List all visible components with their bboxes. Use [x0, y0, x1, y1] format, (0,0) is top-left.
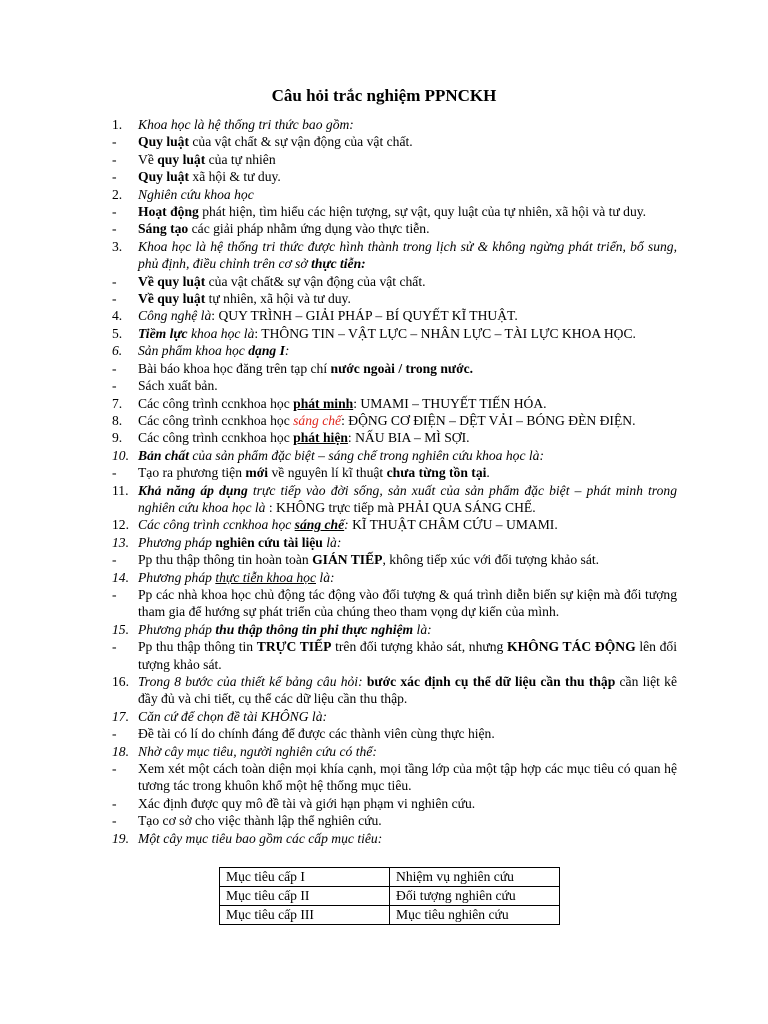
item-text: [138, 708, 677, 725]
page-title: Câu hỏi trắc nghiệm PPNCKH: [271, 86, 497, 105]
bullet-item: [112, 168, 677, 185]
text-run: Phương pháp: [138, 569, 216, 585]
text-run: sáng chế: [293, 412, 342, 428]
question-item: [112, 395, 677, 412]
table-cell: Nhiệm vụ nghiên cứu: [390, 868, 560, 887]
list-marker: 7.: [112, 395, 123, 411]
bullet-item: [112, 812, 677, 829]
item-text: [138, 638, 677, 673]
text-run: : NẤU BIA – MÌ SỢI.: [347, 430, 470, 446]
text-run: thực tiễn khoa học: [215, 569, 317, 585]
list-marker: 1.: [112, 117, 123, 132]
list-marker: -: [112, 134, 117, 150]
text-run: sáng chế: [294, 517, 345, 533]
text-run: Xem xét một cách toàn diện mọi khía cạnh, mọi tầng lớp của một tập hợp các mục tiêu có quan hệ tương tác trong khuôn khổ một hệ thống mục tiêu.: [138, 761, 677, 794]
text-run: quy luật: [157, 151, 206, 167]
text-run: Bài báo khoa học đăng trên tạp chí: [138, 360, 331, 376]
item-text: [138, 186, 677, 203]
text-run: KĨ THUẬT CHÂM CỨU – UMAMI.: [348, 517, 558, 533]
text-run: Các công trình ccnkhoa học: [138, 395, 294, 411]
text-run: chưa từng tồn tại: [386, 465, 487, 481]
text-run: Sản phẩm khoa học: [138, 343, 249, 359]
text-run: Các công trình ccnkhoa học: [138, 412, 294, 428]
question-item: [112, 307, 677, 324]
bullet-item: [112, 795, 677, 812]
goal-tree-table: [219, 867, 560, 925]
list-marker: -: [112, 273, 117, 289]
list-marker: 12.: [112, 517, 129, 533]
list-marker: 19.: [112, 830, 129, 846]
item-text: [138, 151, 677, 168]
table-cell: Mục tiêu nghiên cứu: [390, 906, 560, 925]
item-text: [138, 725, 677, 742]
text-run: .: [486, 465, 490, 481]
text-run: :: [284, 343, 290, 359]
text-run: GIÁN TIẾP: [312, 552, 383, 568]
bullet-item: [112, 151, 677, 168]
text-run: Các công trình ccnkhoa học: [138, 430, 294, 446]
item-text: [138, 307, 677, 324]
list-marker: 2.: [112, 186, 123, 202]
item-text: [138, 429, 677, 446]
table-row: [220, 887, 560, 906]
list-marker: -: [112, 795, 117, 811]
text-run: Khoa học là hệ thống tri thức bao gồm:: [138, 117, 354, 132]
text-run: mới: [245, 465, 269, 481]
question-item: [112, 342, 677, 359]
bullet-item: [112, 725, 677, 742]
item-text: [138, 830, 677, 847]
table-row: [220, 906, 560, 925]
question-item: [112, 569, 677, 586]
text-run: lên đối tượng khảo sát.: [138, 639, 677, 672]
item-text: [138, 395, 677, 412]
question-item: [112, 186, 677, 203]
text-run: Các công trình ccnkhoa học: [138, 517, 295, 533]
text-run: cần liệt kê đầy đủ và chi tiết, cụ thể các dữ liệu cần thu thập.: [138, 674, 678, 707]
text-run: Tiềm lực: [138, 325, 188, 341]
text-run: trên đối tượng khảo sát, nhưng: [331, 639, 507, 655]
item-text: [138, 482, 677, 517]
item-text: [138, 273, 677, 290]
list-marker: 8.: [112, 412, 123, 428]
item-text: [138, 760, 677, 795]
text-run: bước xác định cụ thể dữ liệu cần thu thập: [366, 674, 616, 689]
text-run: của vật chất & sự vận động của vật chất.: [189, 134, 413, 150]
bullet-item: [112, 220, 677, 237]
table-cell: Mục tiêu cấp I: [220, 868, 390, 887]
item-text: [138, 133, 677, 150]
question-item: [112, 447, 677, 464]
text-run: Về quy luật: [138, 291, 206, 307]
list-marker: -: [112, 465, 117, 481]
text-run: thực tiễn:: [311, 256, 366, 272]
text-run: phát hiện: [293, 430, 348, 446]
bullet-item: [112, 377, 677, 394]
text-run: Pp thu thập thông tin: [138, 639, 257, 655]
bullet-item: [112, 203, 677, 220]
item-text: [138, 238, 677, 273]
item-text: [138, 342, 677, 359]
item-text: [138, 168, 677, 185]
table-cell: Mục tiêu cấp III: [220, 906, 390, 925]
list-marker: 13.: [112, 534, 129, 550]
item-text: [138, 586, 677, 621]
list-marker: 9.: [112, 430, 123, 446]
question-item: [112, 116, 677, 133]
table-cell: Mục tiêu cấp II: [220, 887, 390, 906]
text-run: KHÔNG TÁC ĐỘNG: [507, 639, 636, 655]
bullet-item: [112, 586, 677, 621]
text-run: Căn cứ để chọn đề tài KHÔNG là:: [138, 708, 328, 724]
text-run: Tạo cơ sở cho việc thành lập thể nghiên cứu.: [138, 813, 382, 829]
text-run: về nguyên lí kĩ thuật: [268, 465, 387, 481]
text-run: Đề tài có lí do chính đáng để được các thành viên cùng thực hiện.: [138, 726, 495, 742]
question-item: [112, 412, 677, 429]
list-marker: -: [112, 221, 117, 237]
item-text: [138, 516, 677, 533]
question-item: [112, 429, 677, 446]
text-run: thu thập thông tin phi thực nghiệm: [215, 621, 414, 637]
text-run: Sáng tạo: [138, 221, 189, 237]
text-run: khoa học là: [187, 325, 255, 341]
item-text: [138, 203, 677, 220]
text-run: TRỰC TIẾP: [256, 639, 332, 655]
table-cell: Đối tượng nghiên cứu: [390, 887, 560, 906]
text-run: của vật chất& sự vận động của vật chất.: [205, 273, 426, 289]
item-text: [138, 743, 677, 760]
text-run: Pp thu thập thông tin hoàn toàn: [138, 552, 313, 568]
item-text: [138, 290, 677, 307]
text-run: Khả năng áp dụng: [138, 482, 248, 498]
bullet-item: [112, 290, 677, 307]
text-run: Quy luật: [138, 134, 189, 150]
text-run: Khoa học là hệ thống tri thức được hình thành trong lịch sử & không ngừng phát triển, bổ sung, phủ định, điều chỉnh trên cơ sở: [138, 238, 677, 272]
text-run: tự nhiên, xã hội và tư duy.: [205, 291, 351, 307]
item-text: [138, 377, 677, 394]
text-run: Sách xuất bản.: [138, 378, 218, 394]
text-run: xã hội & tư duy.: [189, 169, 281, 185]
text-run: trực tiếp vào đời sống, sản xuất của sản phẩm đặc biệt – phát minh trong nghiên cứu khoa học là: [138, 482, 677, 515]
list-marker: -: [112, 169, 117, 185]
list-marker: -: [112, 726, 117, 742]
list-marker: -: [112, 761, 117, 777]
list-marker: 17.: [112, 708, 129, 724]
bullet-item: [112, 760, 677, 795]
text-run: : UMAMI – THUYẾT TIẾN HÓA.: [353, 395, 547, 411]
bullet-item: [112, 551, 677, 568]
text-run: :: [344, 517, 349, 533]
text-run: là:: [322, 534, 342, 550]
list-marker: 3.: [112, 238, 123, 254]
question-item: [112, 238, 677, 273]
list-marker: -: [112, 378, 117, 394]
list-marker: 11.: [112, 482, 129, 498]
item-text: [138, 412, 677, 429]
question-item: [112, 621, 677, 638]
question-item: [112, 516, 677, 533]
text-run: nghiên cứu tài liệu: [215, 534, 323, 550]
text-run: Công nghệ là: [138, 308, 212, 324]
text-run: Tạo ra phương tiện: [138, 465, 246, 481]
question-item: [112, 325, 677, 342]
list-marker: -: [112, 639, 117, 655]
table-row: [220, 868, 560, 887]
question-list: [112, 116, 677, 847]
bullet-item: [112, 360, 677, 377]
list-marker: 4.: [112, 308, 123, 324]
text-run: Phương pháp: [138, 621, 216, 637]
list-marker: 10.: [112, 447, 129, 463]
text-run: : THÔNG TIN – VẬT LỰC – NHÂN LỰC – TÀI LỰC KHOA HỌC.: [254, 325, 636, 341]
list-marker: 6.: [112, 343, 123, 359]
question-item: [112, 743, 677, 760]
text-run: của sản phẩm đặc biệt – sáng chế trong nghiên cứu khoa học là:: [189, 447, 544, 463]
item-text: [138, 795, 677, 812]
text-run: là:: [316, 569, 335, 585]
list-marker: 14.: [112, 569, 129, 585]
text-run: nước ngoài / trong nước.: [330, 360, 474, 376]
item-text: [138, 464, 677, 481]
text-run: Pp các nhà khoa học chủ động tác động vào đối tượng & quá trình diễn biến sự kiện mà đối tượng tham gia để hướng sự phát triển của chúng theo tham vọng dự kiến của mình.: [138, 586, 677, 620]
text-run: các giải pháp nhằm ứng dụng vào thực tiễn.: [188, 221, 430, 237]
item-text: [138, 360, 677, 377]
text-run: , không tiếp xúc với đối tượng khảo sát.: [382, 552, 600, 568]
item-text: [138, 621, 677, 638]
list-marker: -: [112, 291, 117, 307]
text-run: Bản chất: [138, 447, 189, 463]
text-run: Phương pháp: [138, 534, 216, 550]
item-text: [138, 812, 677, 829]
text-run: Xác định được quy mô đề tài và giới hạn phạm vi nghiên cứu.: [138, 795, 476, 811]
text-run: Trong 8 bước của thiết kế bảng câu hỏi:: [138, 674, 363, 689]
text-run: Hoạt động: [138, 204, 199, 220]
text-run: : ĐỘNG CƠ ĐIỆN – DỆT VẢI – BÓNG ĐÈN ĐIỆN.: [341, 412, 636, 428]
text-run: của tự nhiên: [205, 151, 276, 167]
list-marker: -: [112, 360, 117, 376]
text-run: Về: [138, 151, 158, 167]
item-text: [138, 220, 677, 237]
item-text: [138, 325, 677, 342]
text-run: : QUY TRÌNH – GIẢI PHÁP – BÍ QUYẾT KĨ THUẬT.: [211, 308, 518, 324]
list-marker: 15.: [112, 621, 129, 637]
item-text: [138, 673, 677, 708]
item-text: [138, 534, 677, 551]
text-run: Một cây mục tiêu bao gồm các cấp mục tiêu:: [138, 830, 383, 846]
list-marker: -: [112, 151, 117, 167]
item-text: [138, 447, 677, 464]
list-marker: -: [112, 204, 117, 220]
bullet-item: [112, 464, 677, 481]
list-marker: -: [112, 552, 117, 568]
list-marker: -: [112, 586, 117, 602]
text-run: phát hiện, tìm hiểu các hiện tượng, sự vật, quy luật của tự nhiên, xã hội và tư duy.: [198, 204, 647, 220]
item-text: [138, 116, 677, 133]
text-run: : KHÔNG trực tiếp mà PHẢI QUA SÁNG CHẾ.: [265, 499, 536, 515]
bullet-item: [112, 133, 677, 150]
question-item: [112, 708, 677, 725]
text-run: Nhờ cây mục tiêu, người nghiên cứu có thể:: [138, 743, 377, 759]
question-item: [112, 673, 677, 708]
bullet-item: [112, 638, 677, 673]
text-run: Quy luật: [138, 169, 189, 185]
item-text: [138, 569, 677, 586]
text-run: dạng I: [248, 343, 285, 359]
question-item: [112, 534, 677, 551]
text-run: là:: [413, 621, 432, 637]
item-text: [138, 551, 677, 568]
text-run: Nghiên cứu khoa học: [138, 186, 254, 202]
bullet-item: [112, 273, 677, 290]
question-item: [112, 830, 677, 847]
list-marker: 18.: [112, 743, 129, 759]
list-marker: -: [112, 813, 117, 829]
text-run: phát minh: [293, 395, 354, 411]
text-run: Về quy luật: [138, 273, 206, 289]
list-marker: 5.: [112, 325, 123, 341]
question-item: [112, 482, 677, 517]
list-marker: 16.: [112, 674, 129, 689]
